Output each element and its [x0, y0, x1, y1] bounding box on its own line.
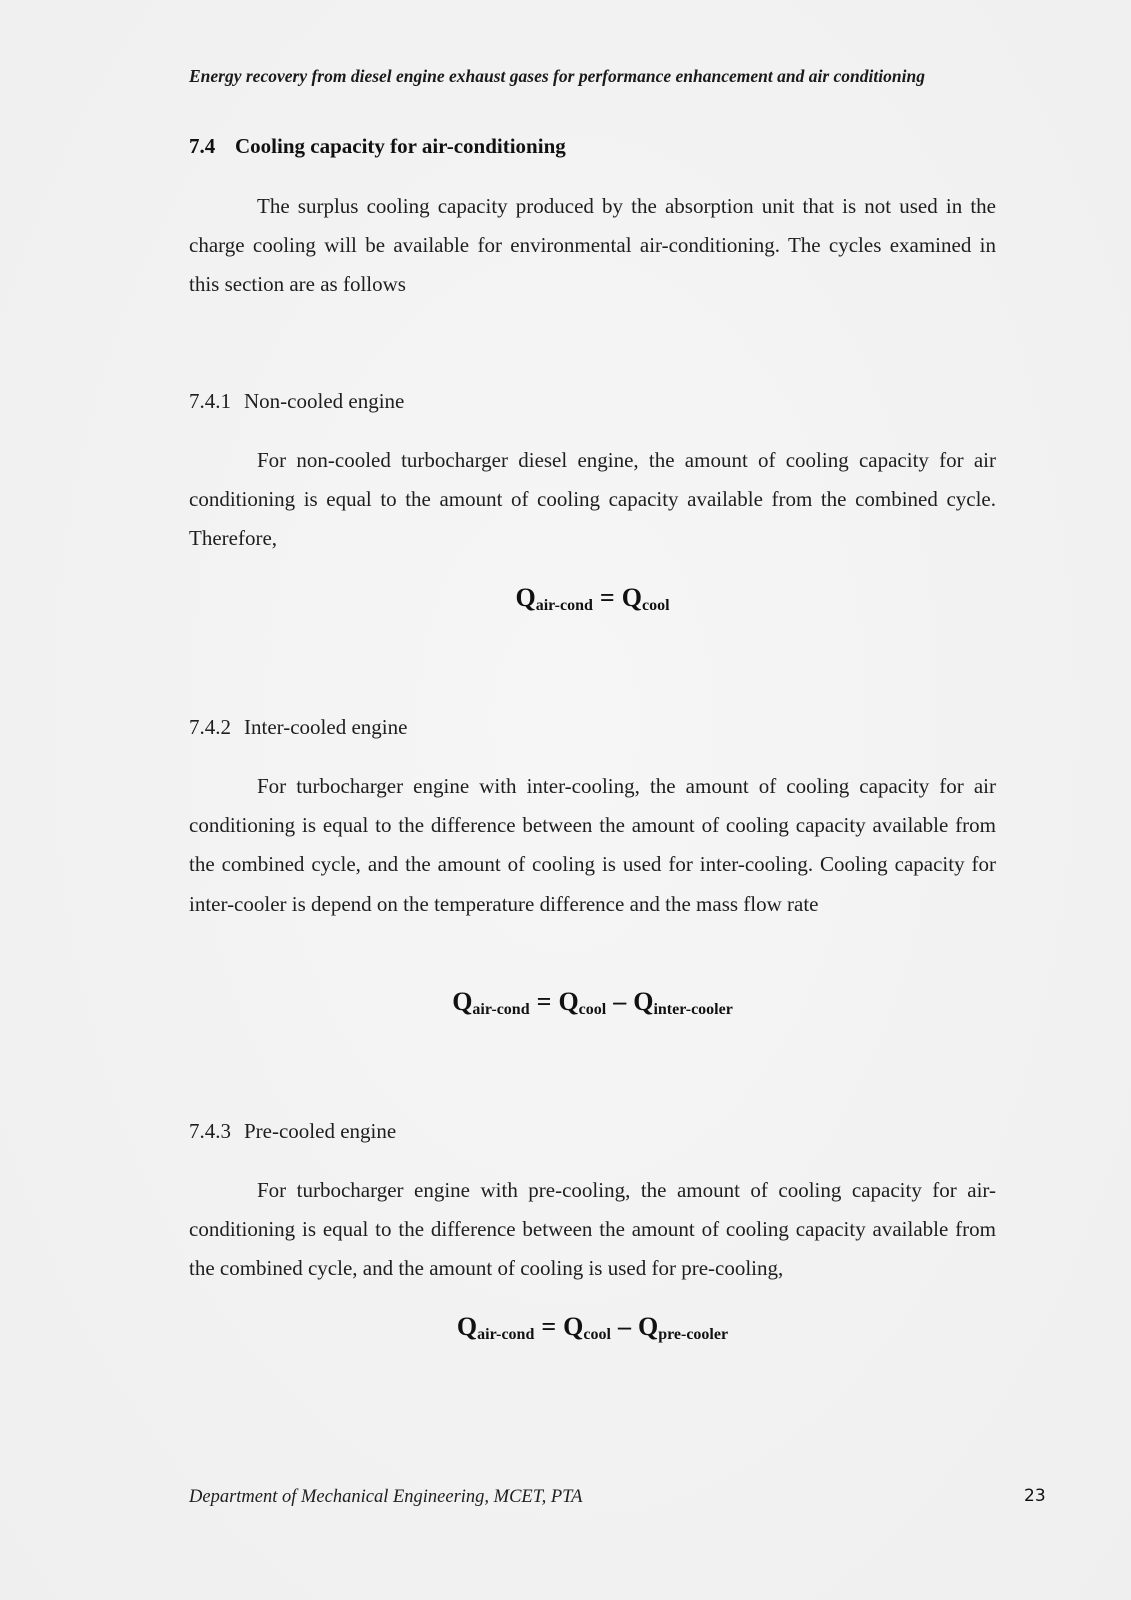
subsection-title: Inter-cooled engine	[244, 715, 408, 739]
section-heading	[189, 134, 566, 159]
page-number: 23	[1024, 1486, 1046, 1506]
subsection-heading-non-cooled	[189, 389, 404, 414]
subsection-heading-pre-cooled	[189, 1119, 396, 1144]
subsection-heading-inter-cooled	[189, 715, 407, 740]
section-intro-paragraph: The surplus cooling capacity produced by the absorption unit that is not used in the charge cooling will be available for environmental air-conditioning. The cycles examined in this section are as follows	[189, 194, 996, 297]
equation-term: $Q_{cool}$	[558, 987, 607, 1018]
equation-non-cooled	[0, 583, 1131, 615]
subsection-paragraph-non-cooled: For non-cooled turbocharger diesel engine, the amount of cooling capacity for air conditioning is equal to the amount of cooling capacity available from the combined cycle. Therefore,	[189, 448, 996, 551]
equation-pre-cooled	[0, 1312, 1131, 1344]
subsection-paragraph-inter-cooled: For turbocharger engine with inter-cooling, the amount of cooling capacity for air conditioning is equal to the difference between the amount of cooling capacity available from the combined cycle, and the amount of cooling is used for inter-cooling. Cooling capacity for inter-cooler is depend on the temperature difference and the mass flow rate	[189, 774, 996, 916]
equation-term: $Q_{pre-cooler}$	[637, 1312, 729, 1343]
equation-equals: =	[536, 987, 552, 1016]
footer-department: Department of Mechanical Engineering, MCET, PTA	[189, 1487, 583, 1507]
equation-minus: –	[613, 987, 627, 1016]
subsection-title: Non-cooled engine	[244, 389, 405, 413]
section-number: 7.4	[189, 134, 216, 158]
subsection-number: 7.4.3	[189, 1119, 231, 1143]
equation-equals: =	[599, 583, 615, 612]
equation-inter-cooled	[0, 987, 1131, 1019]
running-header: Energy recovery from diesel engine exhaust gases for performance enhancement and air conditioning	[189, 66, 925, 86]
equation-equals: =	[541, 1312, 557, 1341]
equation-term: $Q_{inter-cooler}$	[633, 987, 733, 1018]
equation-lhs: $Q_{air-cond}$	[456, 1312, 535, 1343]
subsection-title: Pre-cooled engine	[244, 1119, 397, 1143]
subsection-paragraph-pre-cooled: For turbocharger engine with pre-cooling, the amount of cooling capacity for air-conditioning is equal to the difference between the amount of cooling capacity available from the combined cycle, and the amount of cooling is used for pre-cooling,	[189, 1178, 996, 1281]
equation-lhs: $Q_{air-cond}$	[452, 987, 530, 1018]
equation-term: $Q_{cool}$	[563, 1312, 611, 1343]
equation-minus: –	[617, 1312, 631, 1341]
equation-lhs: $Q_{air-cond}$	[515, 583, 593, 614]
equation-term: $Q_{cool}$	[621, 583, 670, 614]
subsection-number: 7.4.2	[189, 715, 231, 739]
subsection-number: 7.4.1	[189, 389, 231, 413]
section-title: Cooling capacity for air-conditioning	[235, 134, 566, 158]
